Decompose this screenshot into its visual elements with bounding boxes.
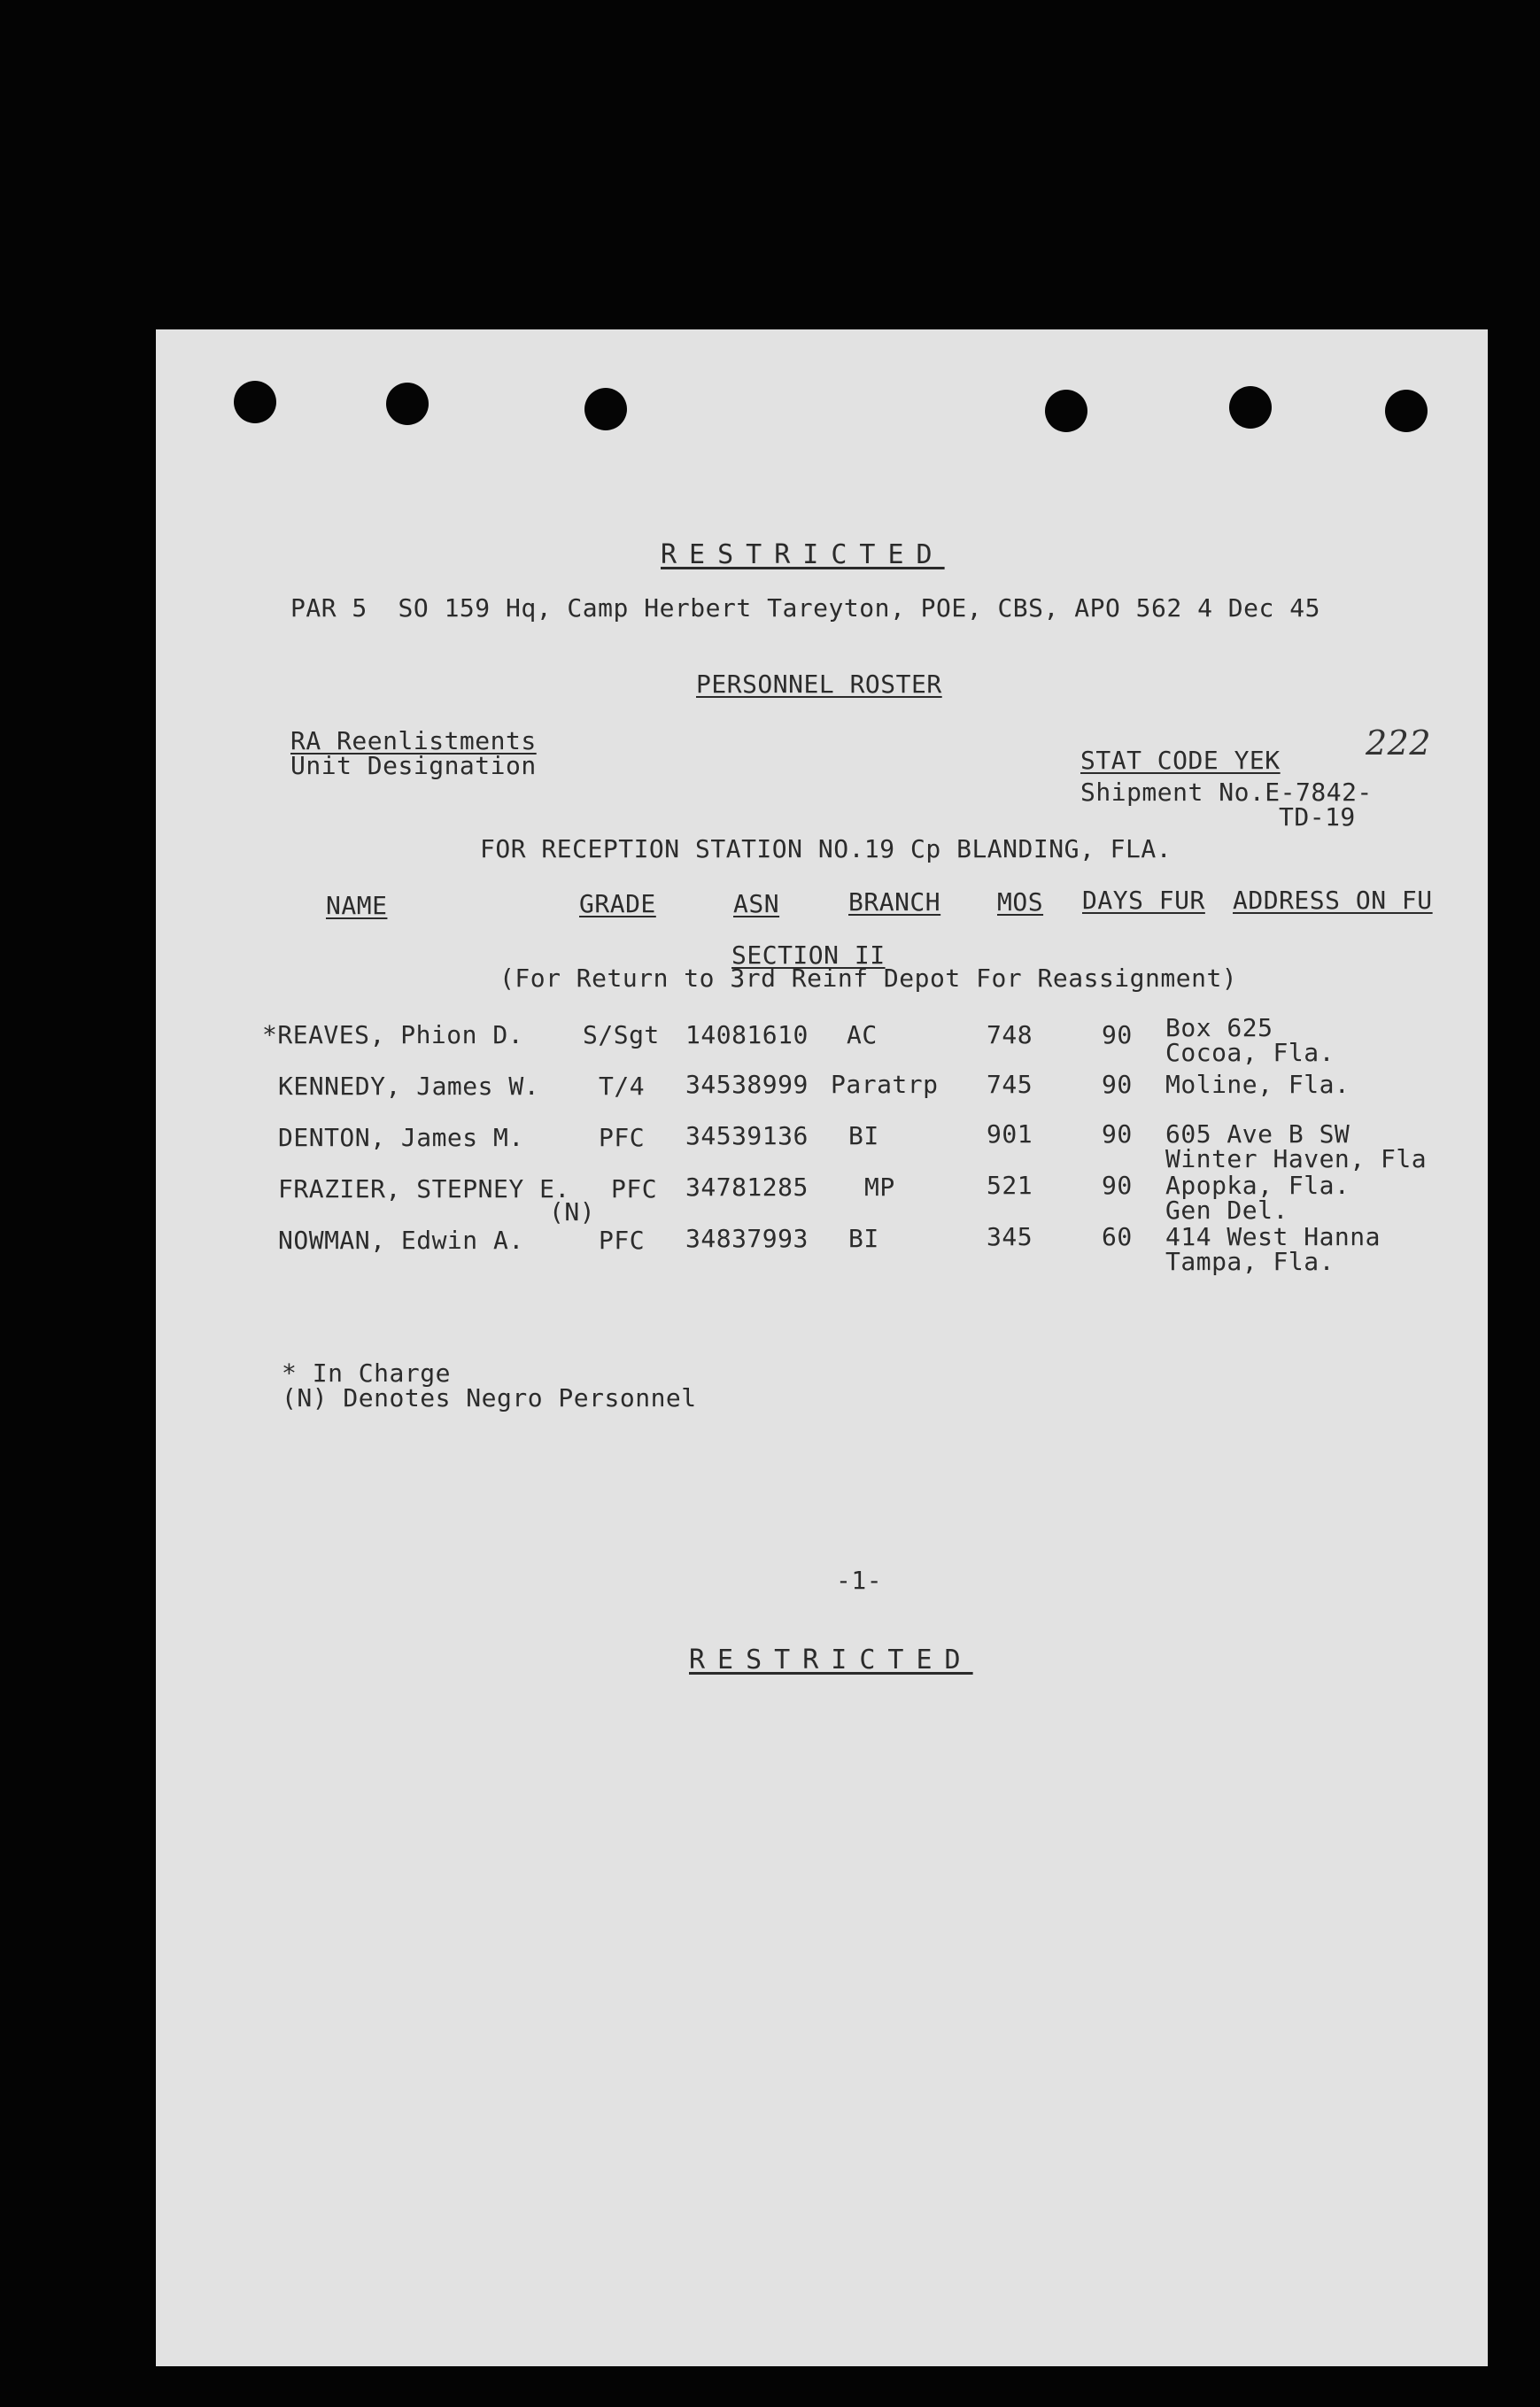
order-line: PAR 5 SO 159 Hq, Camp Herbert Tareyton, POE, CBS, APO 562 4 Dec 45 [290,593,1320,623]
cell-name: FRAZIER, STEPNEY E. [278,1174,570,1204]
cell-mos: 748 [987,1020,1033,1049]
cell-mos: 901 [987,1119,1033,1149]
cell-address-line1: 414 West Hanna [1165,1222,1381,1251]
cell-name: KENNEDY, James W. [278,1072,540,1101]
cell-address-line2: Tampa, Fla. [1165,1247,1335,1276]
cell-name-note: (N) [549,1197,596,1227]
punch-hole [1385,390,1428,432]
table-row [156,1070,1488,1126]
note-in-charge: * In Charge [282,1358,451,1388]
cell-branch: AC [847,1020,878,1049]
column-header-branch: BRANCH [848,887,941,917]
cell-days: 90 [1102,1119,1133,1149]
cell-name: NOWMAN, Edwin A. [278,1226,524,1255]
punch-hole [386,383,429,425]
note-negro-personnel: (N) Denotes Negro Personnel [282,1383,697,1412]
cell-address-line2: Gen Del. [1165,1196,1288,1225]
cell-grade: PFC [599,1123,646,1152]
section-title: SECTION II [731,940,886,970]
stat-code: STAT CODE YEK [1080,746,1281,775]
cell-days: 60 [1102,1222,1133,1251]
cell-branch: Paratrp [831,1070,939,1099]
cell-days: 90 [1102,1070,1133,1099]
cell-address-line1: 605 Ave B SW [1165,1119,1350,1149]
cell-mos: 345 [987,1222,1033,1251]
cell-branch: BI [848,1121,879,1150]
cell-name: *REAVES, Phion D. [262,1020,524,1049]
shipment-number: Shipment No.E-7842- [1080,778,1373,807]
column-header-address: ADDRESS ON FU [1233,886,1433,915]
punch-hole [584,388,627,430]
cell-address-line1: Moline, Fla. [1165,1070,1350,1099]
cell-address-line2: Winter Haven, Fla [1165,1144,1428,1173]
cell-grade: PFC [599,1226,646,1255]
cell-grade: S/Sgt [583,1020,660,1049]
cell-asn: 34538999 [685,1070,809,1099]
cell-address-line1: Box 625 [1165,1013,1273,1042]
reception-station: FOR RECEPTION STATION NO.19 Cp BLANDING, FLA. [480,834,1172,863]
cell-days: 90 [1102,1020,1133,1049]
restricted-header: RESTRICTED [661,539,945,570]
cell-address-line2: Cocoa, Fla. [1165,1038,1335,1067]
cell-mos: 745 [987,1070,1033,1099]
column-header-grade: GRADE [579,889,656,918]
cell-name: DENTON, James M. [278,1123,524,1152]
cell-asn: 34539136 [685,1121,809,1150]
cell-branch: MP [864,1173,895,1202]
column-header-asn: ASN [733,889,780,918]
document-title: PERSONNEL ROSTER [696,669,942,699]
punch-hole [1229,386,1272,429]
table-row [156,1171,1488,1229]
page-number: -1- [836,1566,883,1595]
page-mark-handwritten: 222 [1366,724,1432,762]
restricted-footer: RESTRICTED [689,1645,973,1676]
punch-hole [234,381,276,423]
cell-grade: PFC [611,1174,658,1204]
punch-hole [1045,390,1087,432]
cell-grade: T/4 [599,1072,646,1101]
table-row [156,1222,1488,1281]
table-row [156,1013,1488,1075]
cell-asn: 34837993 [685,1224,809,1253]
column-header-mos: MOS [997,887,1044,917]
table-row [156,1119,1488,1178]
cell-days: 90 [1102,1171,1133,1200]
unit-caption: Unit Designation [290,751,537,780]
document-page [156,329,1488,2366]
cell-asn: 34781285 [685,1173,809,1202]
cell-address-line1: Apopka, Fla. [1165,1171,1350,1200]
column-header-days-fur: DAYS FUR [1082,886,1205,915]
section-subtitle: (For Return to 3rd Reinf Depot For Reassignment) [499,964,1238,993]
column-header-name: NAME [326,891,388,920]
cell-branch: BI [848,1224,879,1253]
cell-asn: 14081610 [685,1020,809,1049]
unit-name: RA Reenlistments [290,726,537,755]
shipment-suffix: TD-19 [1279,802,1356,832]
cell-mos: 521 [987,1171,1033,1200]
